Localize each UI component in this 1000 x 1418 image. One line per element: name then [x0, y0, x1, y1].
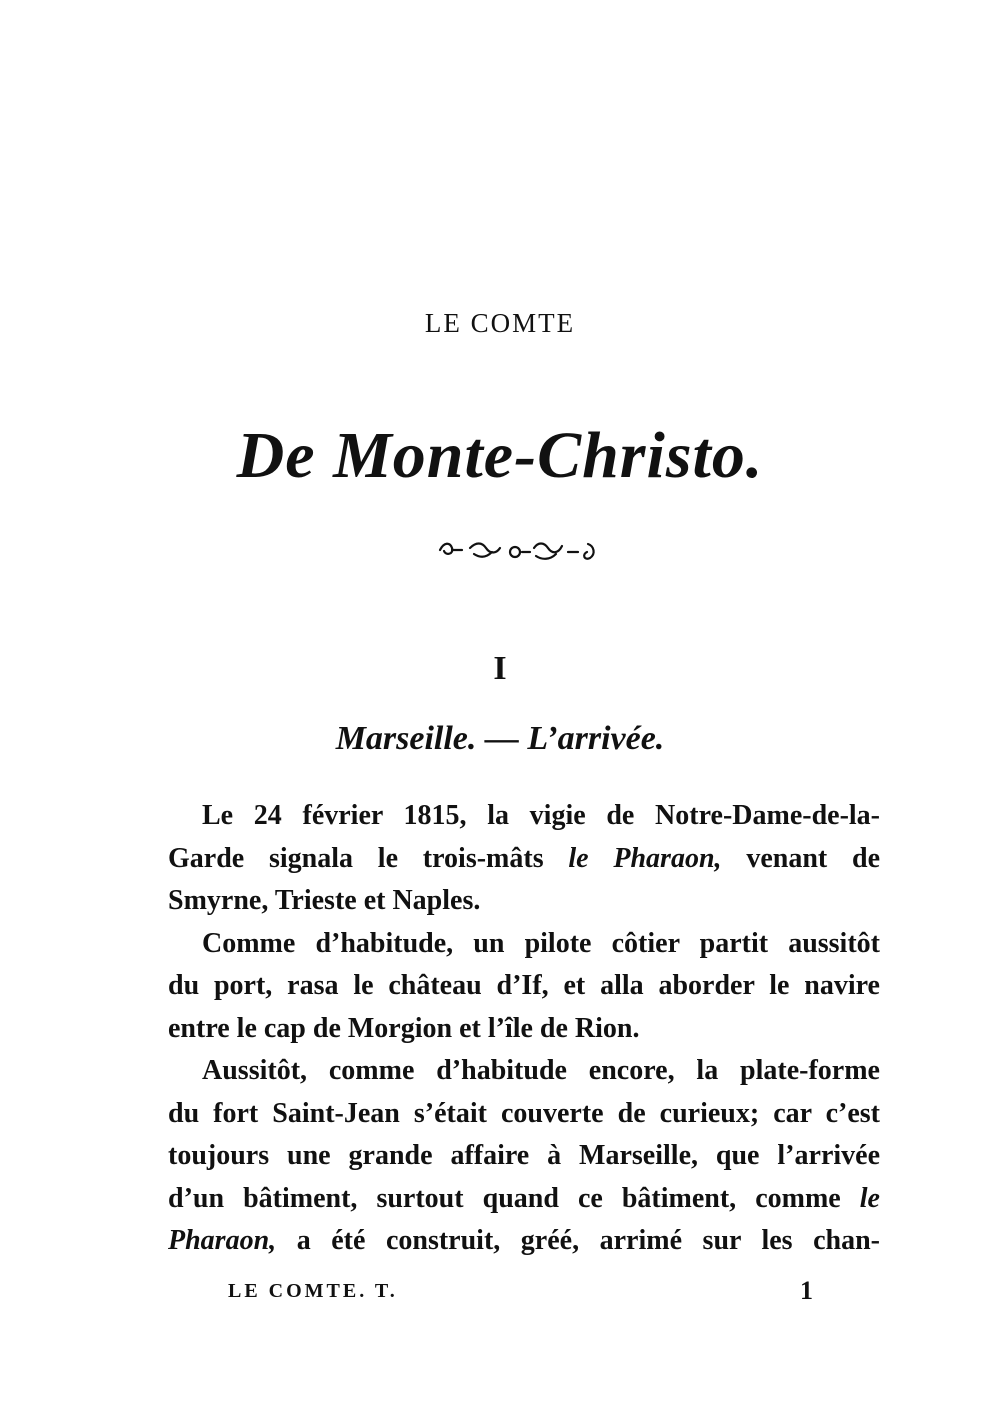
- text-line: du port, rasa le château d’If, et alla aborder le navire: [168, 970, 880, 1001]
- paragraph: [168, 923, 880, 1051]
- text-line: toujours une grande affaire à Marseille, que l’arrivée: [168, 1140, 880, 1171]
- page-number: 1: [800, 1276, 813, 1305]
- chapter-number: I: [493, 650, 507, 687]
- text-line: entre le cap de Morgion et l’île de Rion.: [168, 1012, 640, 1044]
- text-segment: Garde signala le trois-mâts: [168, 842, 544, 874]
- text-segment: a été construit, gréé, arrimé sur les chan-: [296, 1225, 880, 1256]
- body-text: [168, 795, 880, 1263]
- page-supertitle: LE COMTE: [424, 308, 576, 338]
- page-title: De Monte-Christo.: [236, 419, 764, 492]
- text-line: [168, 1178, 880, 1221]
- paragraph: [168, 1050, 880, 1263]
- text-line: Aussitôt, comme d’habitude encore, la plate-forme: [202, 1055, 880, 1086]
- footer-signature: LE COMTE. T.: [228, 1280, 398, 1302]
- text-line: [168, 838, 880, 881]
- ship-name: le Pharaon,: [568, 842, 722, 874]
- text-line: [168, 1220, 880, 1263]
- text-line: Smyrne, Trieste et Naples.: [168, 885, 481, 916]
- text-segment: venant de: [746, 842, 881, 874]
- text-line: Comme d’habitude, un pilote côtier partit aussitôt: [202, 927, 880, 959]
- ship-name: le: [859, 1182, 880, 1214]
- text-segment: d’un bâtiment, surtout quand ce bâtiment, comme: [168, 1182, 841, 1214]
- text-line: Le 24 février 1815, la vigie de Notre-Dame-de-la-: [202, 800, 880, 831]
- ship-name: Pharaon,: [168, 1225, 277, 1256]
- ornament-divider: [430, 530, 610, 570]
- chapter-title: Marseille. — L’arrivée.: [335, 720, 665, 757]
- paragraph: [168, 795, 880, 923]
- text-line: du fort Saint-Jean s’était couverte de curieux; car c’est: [168, 1097, 880, 1129]
